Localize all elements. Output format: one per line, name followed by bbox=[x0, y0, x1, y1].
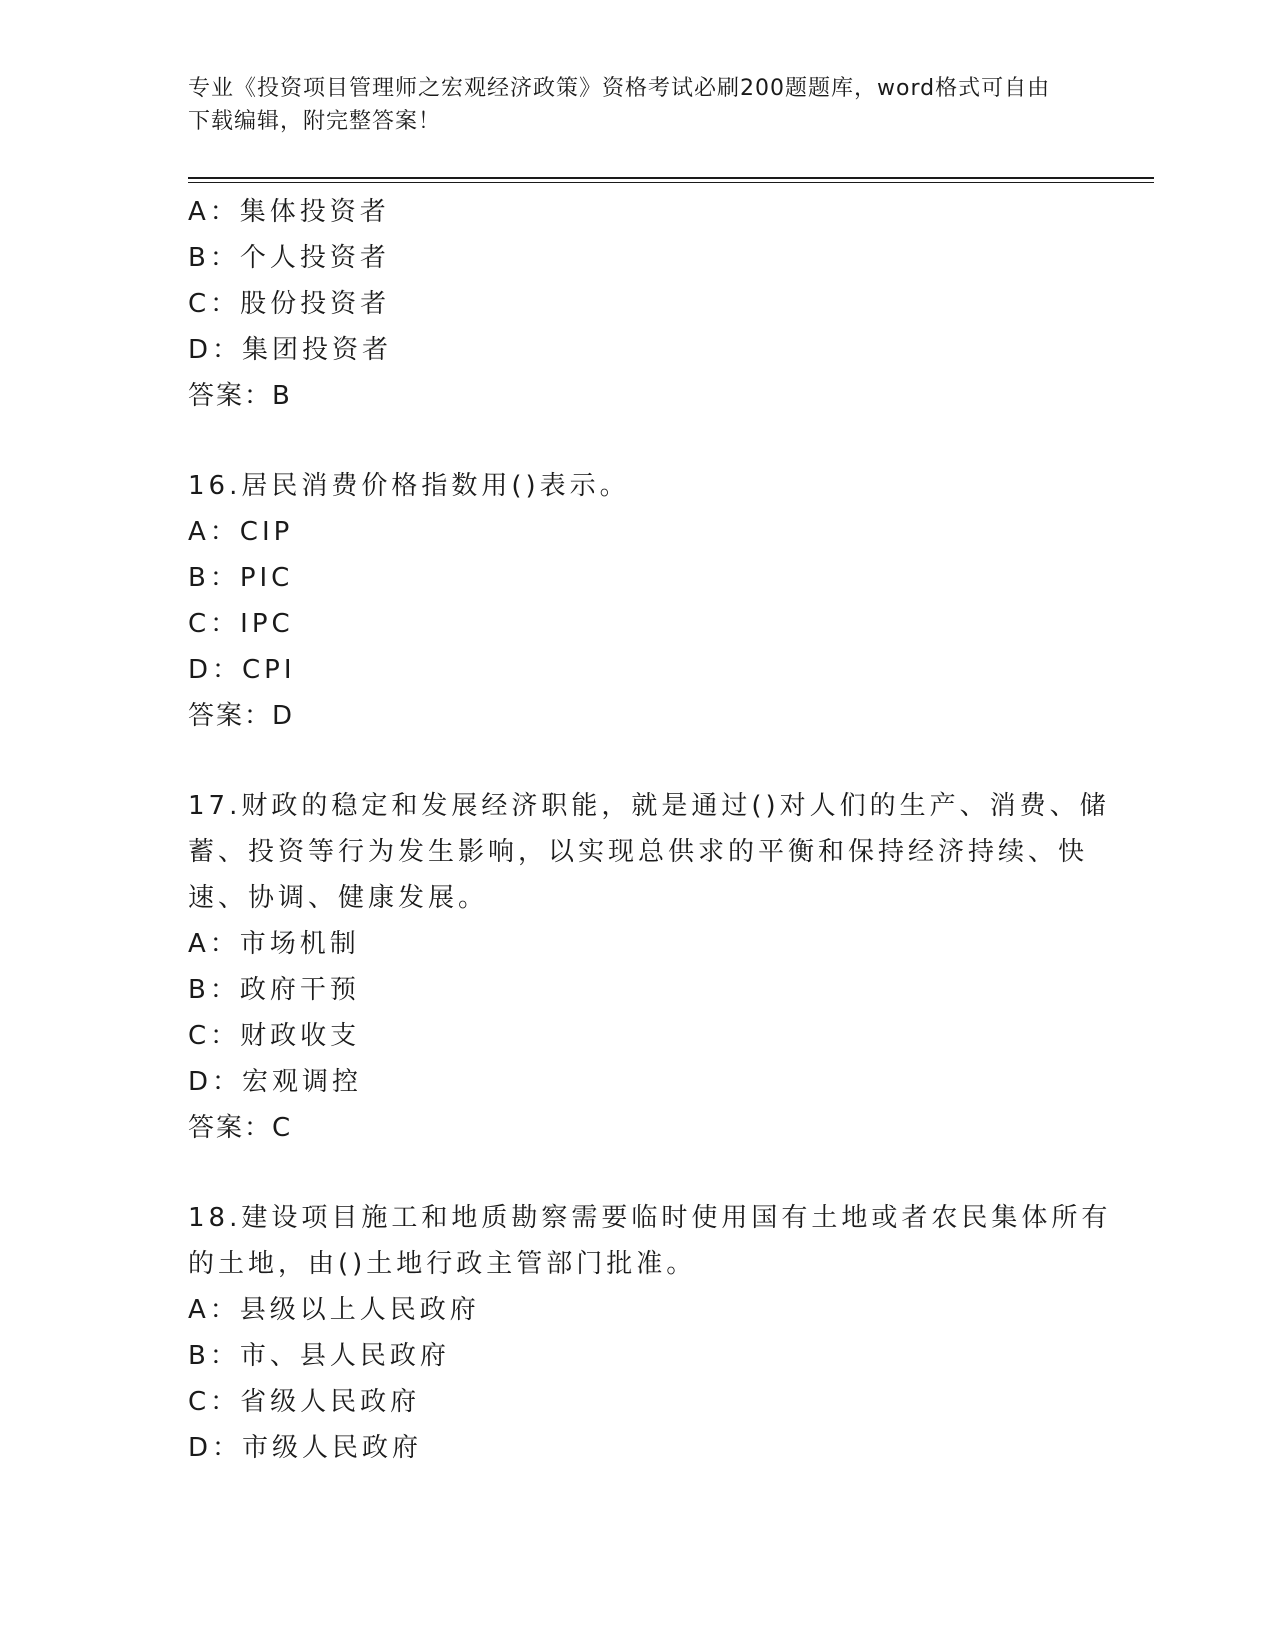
option-c: C：IPC bbox=[188, 609, 294, 639]
question-18 bbox=[188, 1195, 1112, 1471]
option-d: D：宏观调控 bbox=[188, 1067, 363, 1097]
question-16 bbox=[188, 463, 1088, 739]
option-c: C：财政收支 bbox=[188, 1021, 361, 1051]
answer-line: 答案：C bbox=[188, 1113, 293, 1143]
option-b: B：PIC bbox=[188, 563, 294, 593]
option-a: A：市场机制 bbox=[188, 929, 360, 959]
option-b: B：政府干预 bbox=[188, 975, 360, 1005]
option-c: C：省级人民政府 bbox=[188, 1387, 421, 1417]
option-d: D：集团投资者 bbox=[188, 335, 393, 365]
answer-line: 答案：D bbox=[188, 701, 295, 731]
question-text-line-2: 蓄、投资等行为发生影响，以实现总供求的平衡和保持经济持续、快 bbox=[188, 837, 1089, 867]
option-a: A：集体投资者 bbox=[188, 197, 390, 227]
option-c: C：股份投资者 bbox=[188, 289, 391, 319]
answer-line: 答案：B bbox=[188, 381, 292, 411]
option-b: B：个人投资者 bbox=[188, 243, 390, 273]
header-rule-thin bbox=[188, 182, 1154, 183]
document-body bbox=[188, 189, 1112, 1471]
question-text-line-1: 18.建设项目施工和地质勘察需要临时使用国有土地或者农民集体所有 bbox=[188, 1203, 1112, 1233]
question-text-line-1: 17.财政的稳定和发展经济职能，就是通过()对人们的生产、消费、储 bbox=[188, 791, 1110, 821]
option-d: D：市级人民政府 bbox=[188, 1433, 423, 1463]
option-b: B：市、县人民政府 bbox=[188, 1341, 450, 1371]
option-a: A：CIP bbox=[188, 517, 294, 547]
question-17 bbox=[188, 783, 1110, 1151]
question-text-line-3: 速、协调、健康发展。 bbox=[188, 883, 489, 913]
option-a: A：县级以上人民政府 bbox=[188, 1295, 480, 1325]
option-d: D：CPI bbox=[188, 655, 296, 685]
question-text-line-2: 的土地，由()土地行政主管部门批准。 bbox=[188, 1249, 697, 1279]
question-text: 16.居民消费价格指数用()表示。 bbox=[188, 471, 630, 501]
question-15-tail bbox=[188, 189, 1088, 419]
header-rule-thick bbox=[188, 177, 1154, 179]
document-header: 专业《投资项目管理师之宏观经济政策》资格考试必刷200题题库，word格式可自由下载编辑，附完整答案！ bbox=[188, 76, 1051, 134]
